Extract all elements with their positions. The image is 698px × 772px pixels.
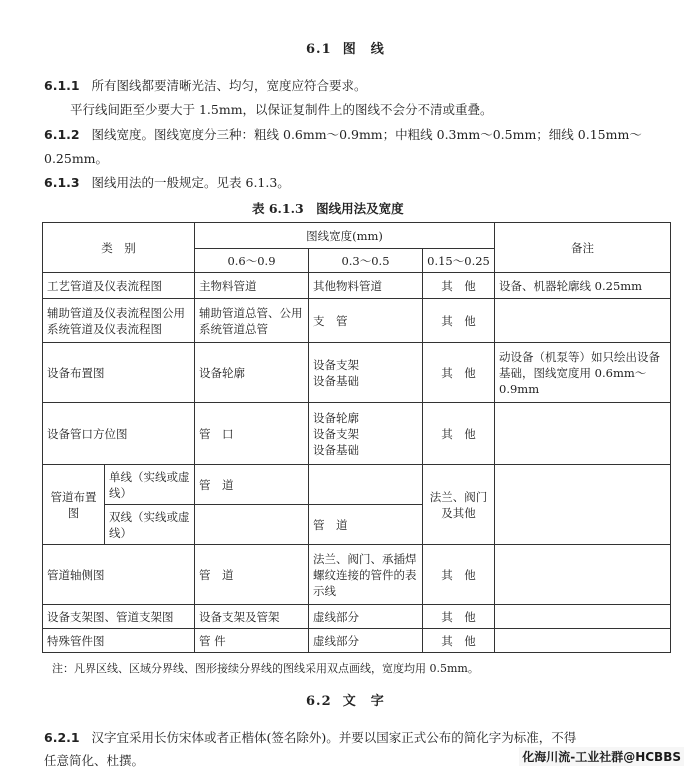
cell-medium: 法兰、阀门、承插焊螺纹连接的管件的表示线 (309, 545, 423, 605)
cell-thin: 其 他 (423, 343, 495, 403)
para-6-1-2 (44, 125, 642, 143)
table-row (43, 465, 671, 505)
para-6-1-2-line2: 0.25mm。 (44, 151, 109, 166)
row-subcategory: 双线（实线或虚线） (105, 505, 195, 545)
cell-medium (309, 465, 423, 505)
row-category: 设备管口方位图 (43, 403, 195, 465)
cell-thin: 法兰、阀门及其他 (423, 465, 495, 545)
cell-medium: 管 道 (309, 505, 423, 545)
cell-note: 设备、机器轮廓线 0.25mm (495, 273, 671, 299)
cell-line: 设备基础 (313, 442, 359, 457)
para-6-1-1 (44, 76, 367, 94)
cell-note (495, 403, 671, 465)
cell-medium: 虚线部分 (309, 605, 423, 629)
clause-number: 6.2.1 (44, 730, 80, 745)
table-row (43, 629, 671, 653)
para-6-1-1-line2: 平行线间距至少要大于 1.5mm，以保证复制件上的图线不会分不清或重叠。 (70, 102, 493, 117)
clause-number: 6.1.1 (44, 78, 80, 93)
cell-thin: 其 他 (423, 273, 495, 299)
cell-thick: 设备支架及管架 (195, 605, 309, 629)
row-category: 工艺管道及仪表流程图 (43, 273, 195, 299)
para-6-1-3 (44, 173, 290, 191)
cell-thick: 主物料管道 (195, 273, 309, 299)
cell-medium: 支 管 (309, 299, 423, 343)
header-width-thick: 0.6～0.9 (195, 249, 309, 273)
header-category: 类 别 (43, 223, 195, 273)
cell-thick: 管 道 (195, 545, 309, 605)
section-title: 文 字 (342, 694, 385, 709)
cell-thin: 其 他 (423, 403, 495, 465)
para-text: 汉字宜采用长仿宋体或者正楷体(签名除外)。并要以国家正式公布的简化字为标准，不得 (91, 730, 577, 745)
cell-line: 设备支架 (313, 357, 359, 372)
header-width-thin: 0.15～0.25 (423, 249, 495, 273)
cell-note: 动设备（机泵等）如只绘出设备基础，图线宽度用 0.6mm～0.9mm (495, 343, 671, 403)
header-line-width: 图线宽度(mm) (195, 223, 495, 249)
row-category: 设备支架图、管道支架图 (43, 605, 195, 629)
para-6-2-1 (44, 728, 576, 746)
cell-note (495, 629, 671, 653)
para-text: 图线用法的一般规定。见表 6.1.3。 (91, 175, 290, 190)
cell-line: 设备基础 (313, 373, 359, 388)
table-row (43, 403, 671, 465)
para-text: 图线宽度。图线宽度分三种：粗线 0.6mm～0.9mm；中粗线 0.3mm～0.5mm；细线 0.15mm～ (91, 127, 642, 142)
para-text: 所有图线都要清晰光洁、均匀，宽度应符合要求。 (91, 78, 367, 93)
line-usage-table (42, 222, 671, 653)
section-6-1-heading (306, 38, 385, 57)
cell-thick (195, 505, 309, 545)
row-category: 管道布置图 (43, 465, 105, 545)
cell-note (495, 299, 671, 343)
cell-thick: 设备轮廓 (195, 343, 309, 403)
cell-thin: 其 他 (423, 605, 495, 629)
header-width-medium: 0.3～0.5 (309, 249, 423, 273)
cell-thin: 其 他 (423, 629, 495, 653)
table-row (43, 605, 671, 629)
cell-thick: 管 道 (195, 465, 309, 505)
cell-thin: 其 他 (423, 545, 495, 605)
cell-thick: 管 件 (195, 629, 309, 653)
cell-line: 设备轮廓 (313, 410, 359, 425)
table-row (43, 273, 671, 299)
header-note: 备注 (495, 223, 671, 273)
table-footnote: 注：凡界区线、区域分界线、图形接续分界线的图线采用双点画线，宽度均用 0.5mm。 (52, 662, 479, 675)
cell-note (495, 465, 671, 545)
table-caption: 表 6.1.3 图线用法及宽度 (252, 201, 404, 216)
row-category: 辅助管道及仪表流程图公用系统管道及仪表流程图 (43, 299, 195, 343)
section-title: 图 线 (342, 42, 385, 57)
cell-thick: 管 口 (195, 403, 309, 465)
cell-thick: 辅助管道总管、公用系统管道总管 (195, 299, 309, 343)
cell-line: 设备支架 (313, 426, 359, 441)
section-number: 6.1 (306, 42, 332, 57)
row-category: 设备布置图 (43, 343, 195, 403)
cell-medium: 虚线部分 (309, 629, 423, 653)
cell-thin: 其 他 (423, 299, 495, 343)
cell-note (495, 545, 671, 605)
section-number: 6.2 (306, 694, 332, 709)
row-category: 特殊管件图 (43, 629, 195, 653)
section-6-2-heading (306, 690, 385, 709)
cell-medium: 其他物料管道 (309, 273, 423, 299)
cell-note (495, 605, 671, 629)
row-subcategory: 单线（实线或虚线） (105, 465, 195, 505)
row-category: 管道轴侧图 (43, 545, 195, 605)
clause-number: 6.1.3 (44, 175, 80, 190)
clause-number: 6.1.2 (44, 127, 80, 142)
para-6-2-1-line2: 任意简化、杜撰。 (44, 753, 145, 768)
table-row (43, 299, 671, 343)
watermark: 化海川流-工业社群@HCBBS (519, 747, 684, 766)
table-row (43, 545, 671, 605)
cell-medium (309, 343, 423, 403)
table-row (43, 343, 671, 403)
cell-medium (309, 403, 423, 465)
